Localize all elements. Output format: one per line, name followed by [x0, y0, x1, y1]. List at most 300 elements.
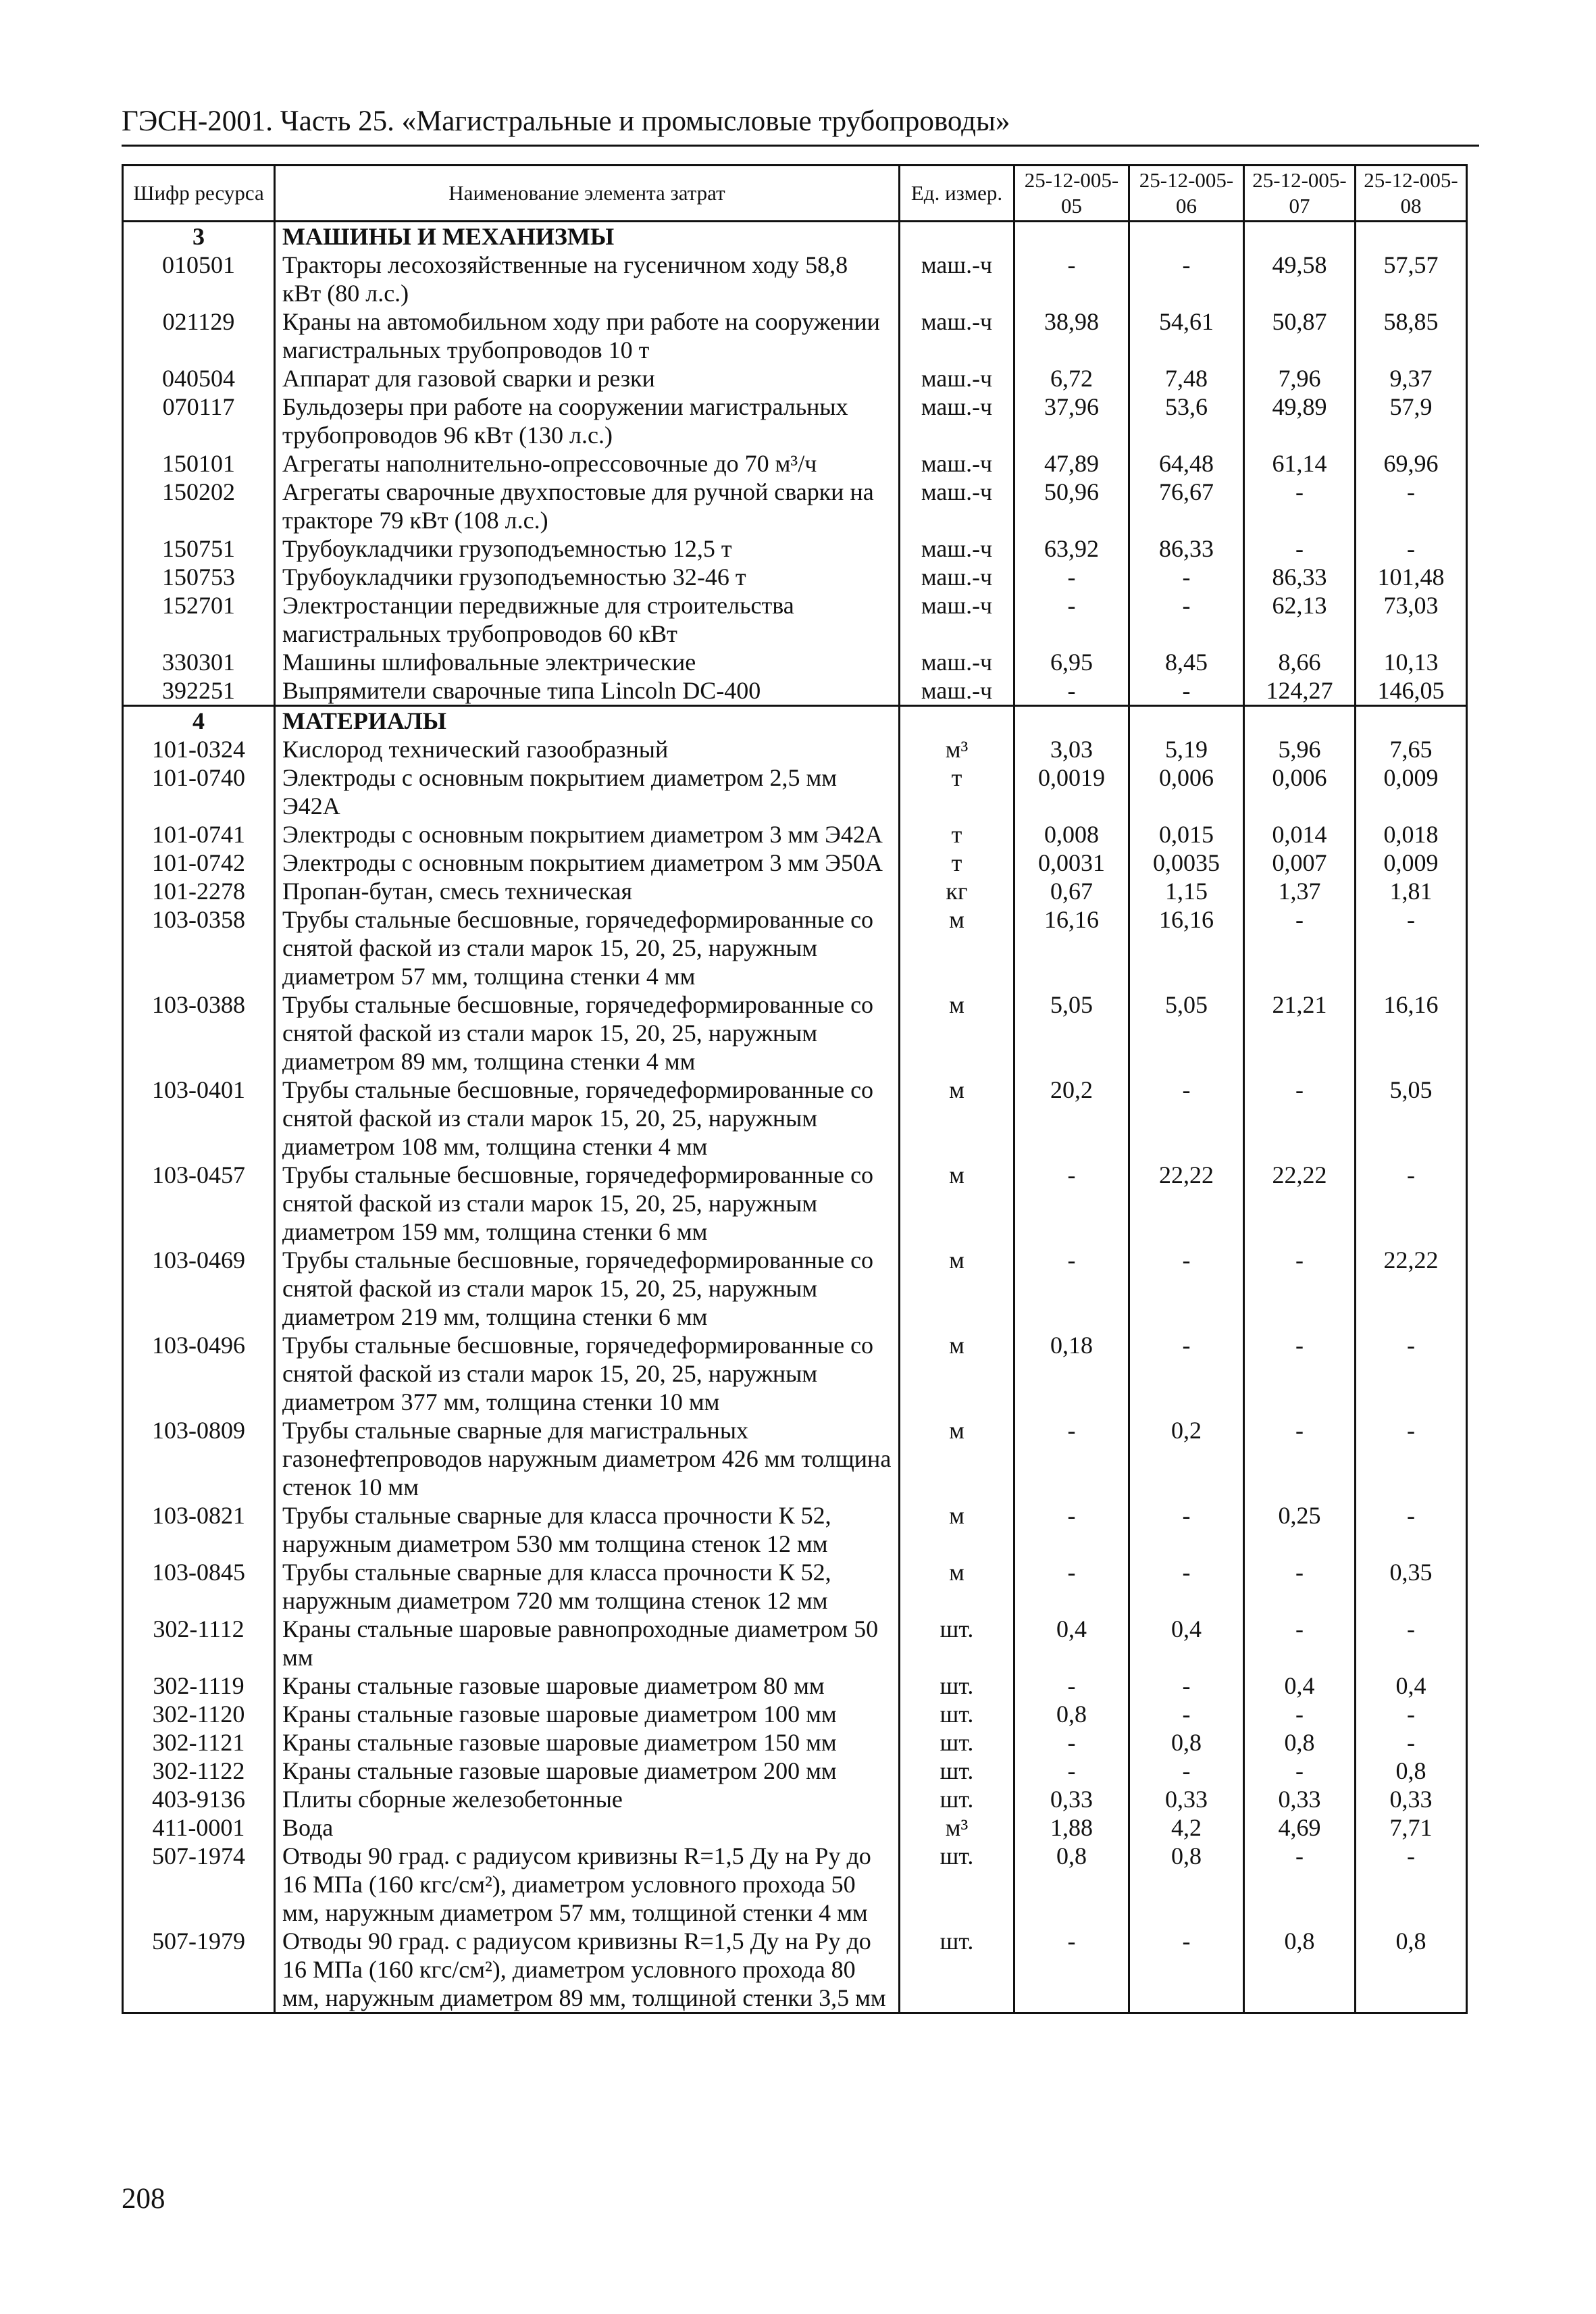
value-cell: 64,48 [1129, 449, 1244, 478]
value-cell: 3,03 [1014, 735, 1129, 763]
resource-code: 302-1119 [123, 1671, 275, 1700]
value-cell: 76,67 [1129, 478, 1244, 534]
value-cell: - [1129, 676, 1244, 706]
value-cell: 22,22 [1356, 1246, 1467, 1331]
unit-cell: маш.-ч [900, 648, 1014, 676]
unit-cell: м [900, 1416, 1014, 1501]
resource-code: 150751 [123, 534, 275, 563]
value-cell: 0,67 [1014, 877, 1129, 905]
resource-name: Трубы стальные бесшовные, горячедеформированные со снятой фаской из стали марок 15, 20, 25, наружным диаметром 108 мм, толщина стенки 4 мм [275, 1076, 900, 1161]
value-cell: 0,8 [1014, 1700, 1129, 1728]
empty-cell [1244, 706, 1356, 736]
resource-code: 101-0742 [123, 849, 275, 877]
value-cell: 57,57 [1356, 251, 1467, 307]
table-row [123, 820, 1467, 849]
table-row [123, 676, 1467, 706]
section-row [123, 706, 1467, 736]
resource-name: Отводы 90 град. с радиусом кривизны R=1,5 Ду на Ру до 16 МПа (160 кгс/см²), диаметром условного прохода 50 мм, наружным диаметром 57 мм, толщиной стенки 4 мм [275, 1842, 900, 1927]
value-cell: 61,14 [1244, 449, 1356, 478]
value-cell: - [1356, 1501, 1467, 1558]
table-row [123, 1842, 1467, 1927]
resource-name: Трубы стальные бесшовные, горячедеформированные со снятой фаской из стали марок 15, 20, 25, наружным диаметром 159 мм, толщина стенки 6 мм [275, 1161, 900, 1246]
value-cell: 63,92 [1014, 534, 1129, 563]
resource-code: 152701 [123, 591, 275, 648]
unit-cell: маш.-ч [900, 393, 1014, 449]
value-cell: 0,33 [1356, 1785, 1467, 1813]
resource-name: Электростанции передвижные для строительства магистральных трубопроводов 60 кВт [275, 591, 900, 648]
value-cell: - [1014, 1558, 1129, 1615]
table-row [123, 449, 1467, 478]
value-cell: 0,006 [1244, 763, 1356, 820]
value-cell: 0,4 [1014, 1615, 1129, 1671]
value-cell: - [1356, 1416, 1467, 1501]
value-cell: - [1129, 1558, 1244, 1615]
resource-code: 040504 [123, 364, 275, 393]
resource-name: Пропан-бутан, смесь техническая [275, 877, 900, 905]
value-cell: 22,22 [1244, 1161, 1356, 1246]
value-cell: 20,2 [1014, 1076, 1129, 1161]
value-cell: - [1014, 1671, 1129, 1700]
value-cell: 0,006 [1129, 763, 1244, 820]
resource-name: Краны стальные газовые шаровые диаметром 150 мм [275, 1728, 900, 1757]
value-cell: 69,96 [1356, 449, 1467, 478]
resource-code: 101-2278 [123, 877, 275, 905]
value-cell: 86,33 [1129, 534, 1244, 563]
value-cell: 0,0035 [1129, 849, 1244, 877]
table-row [123, 591, 1467, 648]
value-cell: 0,014 [1244, 820, 1356, 849]
value-cell: 0,4 [1244, 1671, 1356, 1700]
resource-name: Отводы 90 град. с радиусом кривизны R=1,5 Ду на Ру до 16 МПа (160 кгс/см²), диаметром условного прохода 80 мм, наружным диаметром 89 мм, толщиной стенки 3,5 мм [275, 1927, 900, 2013]
value-cell: - [1356, 478, 1467, 534]
value-cell: 53,6 [1129, 393, 1244, 449]
resource-name: Трубоукладчики грузоподъемностью 12,5 т [275, 534, 900, 563]
col-header-25-12-005-06: 25-12-005-06 [1129, 166, 1244, 222]
table-row [123, 478, 1467, 534]
empty-cell [900, 706, 1014, 736]
value-cell: - [1244, 905, 1356, 990]
table-row [123, 1700, 1467, 1728]
resource-code: 302-1112 [123, 1615, 275, 1671]
value-cell: - [1244, 1558, 1356, 1615]
resource-code: 103-0809 [123, 1416, 275, 1501]
value-cell: 0,8 [1129, 1728, 1244, 1757]
resource-name: Вода [275, 1813, 900, 1842]
value-cell: 0,18 [1014, 1331, 1129, 1416]
value-cell: - [1014, 563, 1129, 591]
value-cell: 0,8 [1244, 1927, 1356, 2013]
resource-code: 101-0741 [123, 820, 275, 849]
table-row [123, 307, 1467, 364]
table-row [123, 1076, 1467, 1161]
resource-name: Трубы стальные сварные для класса прочности К 52, наружным диаметром 530 мм толщина стенок 12 мм [275, 1501, 900, 1558]
resource-name: Электроды с основным покрытием диаметром 3 мм Э42А [275, 820, 900, 849]
table-row [123, 563, 1467, 591]
empty-cell [1356, 706, 1467, 736]
value-cell: 54,61 [1129, 307, 1244, 364]
resource-code: 103-0401 [123, 1076, 275, 1161]
resource-code: 150202 [123, 478, 275, 534]
unit-cell: маш.-ч [900, 364, 1014, 393]
table-row [123, 1416, 1467, 1501]
unit-cell: маш.-ч [900, 591, 1014, 648]
value-cell: 0,007 [1244, 849, 1356, 877]
value-cell: - [1244, 1076, 1356, 1161]
value-cell: - [1244, 1842, 1356, 1927]
empty-cell [900, 222, 1014, 251]
table-row [123, 1161, 1467, 1246]
value-cell: 50,87 [1244, 307, 1356, 364]
value-cell: 22,22 [1129, 1161, 1244, 1246]
unit-cell: маш.-ч [900, 676, 1014, 706]
unit-cell: м³ [900, 735, 1014, 763]
unit-cell: шт. [900, 1927, 1014, 2013]
unit-cell: шт. [900, 1728, 1014, 1757]
resource-name: Трубы стальные сварные для магистральных газонефтепроводов наружным диаметром 426 мм толщина стенок 10 мм [275, 1416, 900, 1501]
table-row [123, 1927, 1467, 2013]
value-cell: - [1244, 1757, 1356, 1785]
unit-cell: м [900, 1558, 1014, 1615]
empty-cell [1014, 222, 1129, 251]
resource-name: Краны стальные газовые шаровые диаметром 80 мм [275, 1671, 900, 1700]
resource-name: Трубы стальные бесшовные, горячедеформированные со снятой фаской из стали марок 15, 20, 25, наружным диаметром 57 мм, толщина стенки 4 мм [275, 905, 900, 990]
value-cell: 0,33 [1244, 1785, 1356, 1813]
value-cell: 5,05 [1356, 1076, 1467, 1161]
value-cell: - [1356, 1615, 1467, 1671]
table-row [123, 877, 1467, 905]
unit-cell: т [900, 849, 1014, 877]
value-cell: 124,27 [1244, 676, 1356, 706]
col-header-25-12-005-08: 25-12-005-08 [1356, 166, 1467, 222]
resource-name: МАТЕРИАЛЫ [275, 706, 900, 736]
unit-cell: маш.-ч [900, 307, 1014, 364]
value-cell: 0,25 [1244, 1501, 1356, 1558]
resource-code: 103-0845 [123, 1558, 275, 1615]
value-cell: - [1356, 534, 1467, 563]
value-cell: 7,96 [1244, 364, 1356, 393]
value-cell: - [1129, 1501, 1244, 1558]
value-cell: - [1014, 1246, 1129, 1331]
unit-cell: маш.-ч [900, 563, 1014, 591]
unit-cell: шт. [900, 1671, 1014, 1700]
resource-name: Трубы стальные бесшовные, горячедеформированные со снятой фаской из стали марок 15, 20, 25, наружным диаметром 219 мм, толщина стенки 6 мм [275, 1246, 900, 1331]
table-header-row [123, 166, 1467, 222]
value-cell: - [1244, 1700, 1356, 1728]
value-cell: - [1244, 1416, 1356, 1501]
value-cell: - [1014, 1416, 1129, 1501]
table-row [123, 1785, 1467, 1813]
value-cell: 0,015 [1129, 820, 1244, 849]
value-cell: - [1129, 1331, 1244, 1416]
value-cell: 47,89 [1014, 449, 1129, 478]
table-row [123, 1246, 1467, 1331]
value-cell: 146,05 [1356, 676, 1467, 706]
resource-name: Электроды с основным покрытием диаметром 3 мм Э50А [275, 849, 900, 877]
resource-name: Электроды с основным покрытием диаметром 2,5 мм Э42А [275, 763, 900, 820]
resource-name: Бульдозеры при работе на сооружении магистральных трубопроводов 96 кВт (130 л.с.) [275, 393, 900, 449]
unit-cell: м [900, 905, 1014, 990]
col-header-name: Наименование элемента затрат [275, 166, 900, 222]
unit-cell: т [900, 820, 1014, 849]
resource-name: Кислород технический газообразный [275, 735, 900, 763]
value-cell: 4,2 [1129, 1813, 1244, 1842]
value-cell: 58,85 [1356, 307, 1467, 364]
table-row [123, 1757, 1467, 1785]
empty-cell [1244, 222, 1356, 251]
resource-code: 010501 [123, 251, 275, 307]
value-cell: - [1129, 251, 1244, 307]
resource-code: 4 [123, 706, 275, 736]
resource-code: 103-0469 [123, 1246, 275, 1331]
resource-name: Трубы стальные сварные для класса прочности К 52, наружным диаметром 720 мм толщина стенок 12 мм [275, 1558, 900, 1615]
unit-cell: маш.-ч [900, 449, 1014, 478]
table-row [123, 1671, 1467, 1700]
resource-name: Плиты сборные железобетонные [275, 1785, 900, 1813]
value-cell: 50,96 [1014, 478, 1129, 534]
value-cell: 0,0019 [1014, 763, 1129, 820]
value-cell: - [1129, 591, 1244, 648]
empty-cell [1014, 706, 1129, 736]
value-cell: 37,96 [1014, 393, 1129, 449]
value-cell: - [1129, 1246, 1244, 1331]
unit-cell: м [900, 1246, 1014, 1331]
unit-cell: маш.-ч [900, 478, 1014, 534]
unit-cell: шт. [900, 1842, 1014, 1927]
col-header-25-12-005-07: 25-12-005-07 [1244, 166, 1356, 222]
value-cell: - [1129, 1076, 1244, 1161]
value-cell: - [1014, 1161, 1129, 1246]
resource-code: 021129 [123, 307, 275, 364]
unit-cell: шт. [900, 1757, 1014, 1785]
resource-code: 103-0496 [123, 1331, 275, 1416]
value-cell: - [1356, 1161, 1467, 1246]
value-cell: 16,16 [1014, 905, 1129, 990]
resource-code: 101-0740 [123, 763, 275, 820]
table-row [123, 763, 1467, 820]
table-body [123, 222, 1467, 2013]
resource-code: 507-1974 [123, 1842, 275, 1927]
section-row [123, 222, 1467, 251]
table-row [123, 648, 1467, 676]
resource-name: Трубы стальные бесшовные, горячедеформированные со снятой фаской из стали марок 15, 20, 25, наружным диаметром 89 мм, толщина стенки 4 мм [275, 990, 900, 1076]
unit-cell: кг [900, 877, 1014, 905]
value-cell: 62,13 [1244, 591, 1356, 648]
value-cell: - [1014, 251, 1129, 307]
value-cell: 0,33 [1129, 1785, 1244, 1813]
resource-code: 330301 [123, 648, 275, 676]
unit-cell: м³ [900, 1813, 1014, 1842]
value-cell: 0,008 [1014, 820, 1129, 849]
value-cell: 7,65 [1356, 735, 1467, 763]
value-cell: - [1244, 1331, 1356, 1416]
value-cell: 0,4 [1356, 1671, 1467, 1700]
value-cell: 0,33 [1014, 1785, 1129, 1813]
value-cell: 49,58 [1244, 251, 1356, 307]
table-row [123, 393, 1467, 449]
value-cell: - [1129, 1700, 1244, 1728]
table-row [123, 905, 1467, 990]
value-cell: 10,13 [1356, 648, 1467, 676]
resource-code: 103-0388 [123, 990, 275, 1076]
resource-code: 150753 [123, 563, 275, 591]
resource-name: Трубы стальные бесшовные, горячедеформированные со снятой фаской из стали марок 15, 20, 25, наружным диаметром 377 мм, толщина стенки 10 мм [275, 1331, 900, 1416]
resource-table [122, 164, 1468, 2014]
unit-cell: шт. [900, 1615, 1014, 1671]
col-header-code: Шифр ресурса [123, 166, 275, 222]
table-row [123, 849, 1467, 877]
value-cell: 0,8 [1244, 1728, 1356, 1757]
value-cell: 7,71 [1356, 1813, 1467, 1842]
value-cell: 16,16 [1129, 905, 1244, 990]
unit-cell: м [900, 1076, 1014, 1161]
value-cell: 16,16 [1356, 990, 1467, 1076]
unit-cell: м [900, 1331, 1014, 1416]
resource-code: 150101 [123, 449, 275, 478]
table-row [123, 1558, 1467, 1615]
value-cell: - [1244, 1246, 1356, 1331]
page-number: 208 [122, 2183, 165, 2215]
value-cell: 101,48 [1356, 563, 1467, 591]
value-cell: - [1014, 591, 1129, 648]
value-cell: - [1356, 1728, 1467, 1757]
value-cell: 6,95 [1014, 648, 1129, 676]
value-cell: - [1014, 676, 1129, 706]
value-cell: 8,45 [1129, 648, 1244, 676]
value-cell: 7,48 [1129, 364, 1244, 393]
resource-name: Тракторы лесохозяйственные на гусеничном ходу 58,8 кВт (80 л.с.) [275, 251, 900, 307]
value-cell: - [1129, 1927, 1244, 2013]
resource-name: Краны на автомобильном ходу при работе на сооружении магистральных трубопроводов 10 т [275, 307, 900, 364]
unit-cell: маш.-ч [900, 534, 1014, 563]
value-cell: 1,81 [1356, 877, 1467, 905]
value-cell: 1,37 [1244, 877, 1356, 905]
value-cell: 57,9 [1356, 393, 1467, 449]
resource-code: 411-0001 [123, 1813, 275, 1842]
value-cell: 0,4 [1129, 1615, 1244, 1671]
value-cell: 38,98 [1014, 307, 1129, 364]
resource-code: 302-1121 [123, 1728, 275, 1757]
value-cell: 1,15 [1129, 877, 1244, 905]
value-cell: - [1014, 1728, 1129, 1757]
value-cell: - [1244, 478, 1356, 534]
value-cell: - [1129, 1757, 1244, 1785]
table-row [123, 990, 1467, 1076]
resource-name: Агрегаты сварочные двухпостовые для ручной сварки на тракторе 79 кВт (108 л.с.) [275, 478, 900, 534]
value-cell: 0,009 [1356, 849, 1467, 877]
unit-cell: шт. [900, 1700, 1014, 1728]
resource-code: 403-9136 [123, 1785, 275, 1813]
resource-code: 101-0324 [123, 735, 275, 763]
value-cell: - [1014, 1757, 1129, 1785]
resource-code: 392251 [123, 676, 275, 706]
resource-code: 070117 [123, 393, 275, 449]
value-cell: - [1356, 1331, 1467, 1416]
resource-name: Краны стальные газовые шаровые диаметром 100 мм [275, 1700, 900, 1728]
table-row [123, 1813, 1467, 1842]
value-cell: - [1014, 1501, 1129, 1558]
value-cell: - [1244, 1615, 1356, 1671]
value-cell: 6,72 [1014, 364, 1129, 393]
col-header-unit: Ед. измер. [900, 166, 1014, 222]
resource-code: 103-0358 [123, 905, 275, 990]
value-cell: 5,96 [1244, 735, 1356, 763]
table-row [123, 1331, 1467, 1416]
value-cell: 49,89 [1244, 393, 1356, 449]
value-cell: 1,88 [1014, 1813, 1129, 1842]
resource-code: 302-1120 [123, 1700, 275, 1728]
value-cell: 0,8 [1356, 1757, 1467, 1785]
value-cell: 0,018 [1356, 820, 1467, 849]
table-row [123, 735, 1467, 763]
unit-cell: м [900, 990, 1014, 1076]
value-cell: 8,66 [1244, 648, 1356, 676]
value-cell: - [1356, 905, 1467, 990]
value-cell: 21,21 [1244, 990, 1356, 1076]
unit-cell: т [900, 763, 1014, 820]
value-cell: - [1244, 534, 1356, 563]
header-rule [122, 145, 1479, 147]
value-cell: 73,03 [1356, 591, 1467, 648]
table-row [123, 251, 1467, 307]
value-cell: 5,05 [1129, 990, 1244, 1076]
unit-cell: м [900, 1161, 1014, 1246]
document-header: ГЭСН-2001. Часть 25. «Магистральные и промысловые трубопроводы» [122, 105, 1010, 137]
value-cell: 0,8 [1129, 1842, 1244, 1927]
unit-cell: маш.-ч [900, 251, 1014, 307]
unit-cell: м [900, 1501, 1014, 1558]
value-cell: 0,35 [1356, 1558, 1467, 1615]
table-row [123, 1615, 1467, 1671]
col-header-25-12-005-05: 25-12-005-05 [1014, 166, 1129, 222]
value-cell: 0,8 [1014, 1842, 1129, 1927]
value-cell: 5,19 [1129, 735, 1244, 763]
value-cell: - [1129, 1671, 1244, 1700]
resource-name: МАШИНЫ И МЕХАНИЗМЫ [275, 222, 900, 251]
table-row [123, 1728, 1467, 1757]
resource-code: 507-1979 [123, 1927, 275, 2013]
table-row [123, 1501, 1467, 1558]
value-cell: - [1356, 1700, 1467, 1728]
value-cell: 0,009 [1356, 763, 1467, 820]
empty-cell [1356, 222, 1467, 251]
resource-name: Машины шлифовальные электрические [275, 648, 900, 676]
value-cell: 86,33 [1244, 563, 1356, 591]
value-cell: 0,2 [1129, 1416, 1244, 1501]
resource-code: 103-0821 [123, 1501, 275, 1558]
resource-name: Аппарат для газовой сварки и резки [275, 364, 900, 393]
value-cell: 0,8 [1356, 1927, 1467, 2013]
resource-code: 3 [123, 222, 275, 251]
empty-cell [1129, 706, 1244, 736]
resource-name: Трубоукладчики грузоподъемностью 32-46 т [275, 563, 900, 591]
table-row [123, 534, 1467, 563]
unit-cell: шт. [900, 1785, 1014, 1813]
empty-cell [1129, 222, 1244, 251]
resource-code: 302-1122 [123, 1757, 275, 1785]
resource-name: Выпрямители сварочные типа Lincoln DC-400 [275, 676, 900, 706]
resource-name: Краны стальные шаровые равнопроходные диаметром 50 мм [275, 1615, 900, 1671]
value-cell: - [1014, 1927, 1129, 2013]
resource-name: Краны стальные газовые шаровые диаметром 200 мм [275, 1757, 900, 1785]
value-cell: 0,0031 [1014, 849, 1129, 877]
value-cell: 9,37 [1356, 364, 1467, 393]
value-cell: - [1356, 1842, 1467, 1927]
value-cell: 5,05 [1014, 990, 1129, 1076]
table-row [123, 364, 1467, 393]
value-cell: 4,69 [1244, 1813, 1356, 1842]
resource-name: Агрегаты наполнительно-опрессовочные до 70 м³/ч [275, 449, 900, 478]
value-cell: - [1129, 563, 1244, 591]
